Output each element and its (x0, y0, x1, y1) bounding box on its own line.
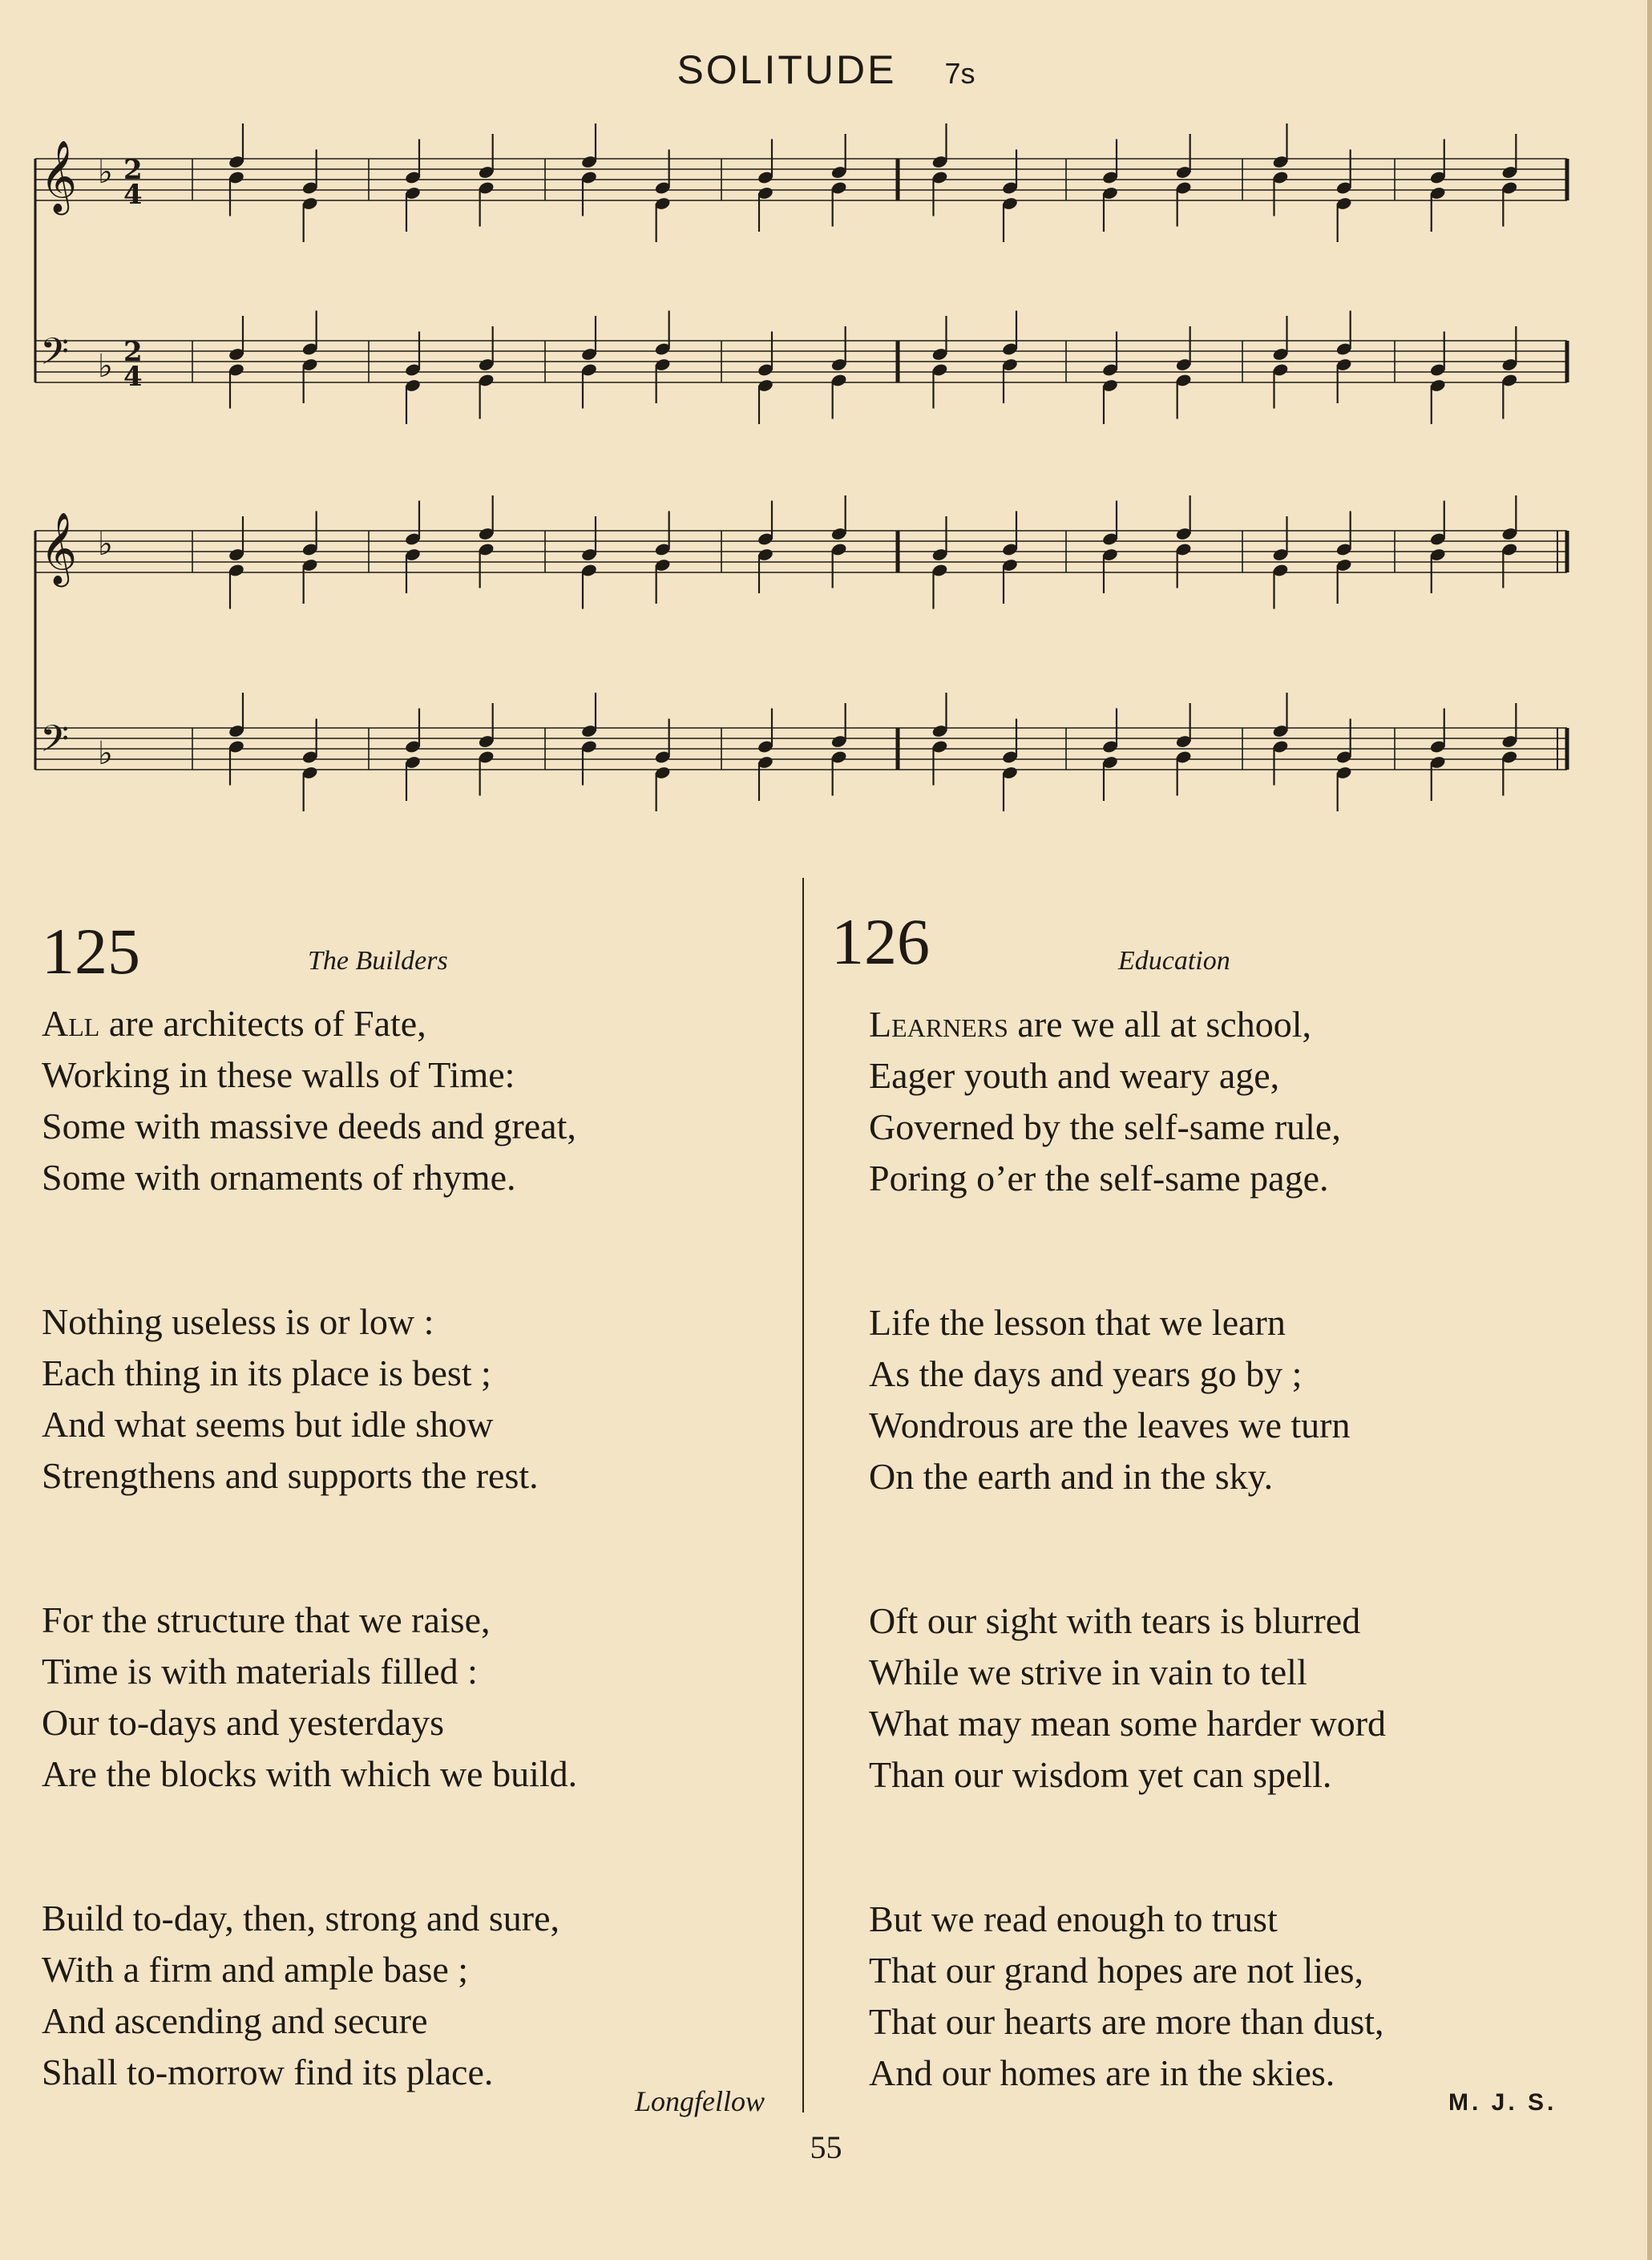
verse-line: Poring o’er the self-same page. (869, 1158, 1329, 1199)
stanza (42, 1595, 577, 1800)
hymn-number: 125 (42, 915, 140, 988)
time-signature-bottom: 4 (123, 179, 143, 211)
hymn-stanzas (869, 999, 1386, 2192)
flat-icon: ♭ (98, 735, 113, 772)
verse-line: Life the lesson that we learn (869, 1302, 1286, 1343)
verse-line: As the days and years go by ; (869, 1353, 1303, 1394)
verse-line: And ascending and secure (42, 2000, 428, 2041)
verse-line: And our homes are in the skies. (869, 2052, 1335, 2093)
verse-line: Strengthens and supports the rest. (42, 1455, 539, 1496)
flat-icon: ♭ (98, 526, 113, 563)
verse-line: That our grand hopes are not lies, (869, 1950, 1363, 1991)
hymn-126 (831, 904, 1585, 2115)
verse-line: That our hearts are more than dust, (869, 2001, 1384, 2042)
verse-line: And what seems but idle show (42, 1404, 494, 1445)
stanza (42, 998, 577, 1203)
stanza (869, 999, 1386, 1204)
verse-line: Learners are we all at school, (869, 1004, 1311, 1045)
music-score (32, 120, 1579, 882)
verse-line: But we read enough to trust (869, 1898, 1278, 1939)
stanza (869, 1595, 1386, 1801)
verse-line: Some with ornaments of rhyme. (42, 1157, 516, 1198)
time-signature-top: 2 (123, 154, 143, 186)
treble-clef-icon: 𝄞 (40, 140, 78, 212)
verse-line: Governed by the self-same rule, (869, 1106, 1341, 1147)
verse-line: Time is with materials filled : (42, 1651, 478, 1692)
verse-line: Than our wisdom yet can spell. (869, 1754, 1332, 1795)
verse-line: All are architects of Fate, (42, 1003, 426, 1044)
time-signature-top: 2 (123, 336, 143, 368)
verse-line: Each thing in its place is best ; (42, 1352, 491, 1393)
verse-line: Shall to-morrow find its place. (42, 2052, 494, 2092)
verse-line: With a firm and ample base ; (42, 1949, 469, 1990)
hymn-title: The Builders (308, 946, 448, 976)
stanza (869, 1894, 1386, 2099)
time-signature-bottom: 4 (123, 361, 143, 393)
bass-clef-icon: 𝄢 (40, 330, 70, 382)
hymn-author: Longfellow (635, 2085, 765, 2117)
verse-line: Working in these walls of Time: (42, 1054, 515, 1095)
hymn-125 (42, 914, 795, 2125)
verse-line: For the structure that we raise, (42, 1599, 491, 1640)
hymn-number: 126 (831, 905, 930, 978)
first-word: Learners (869, 1004, 1008, 1045)
column-divider (802, 878, 804, 2112)
stanza (869, 1297, 1386, 1502)
verse-line: Some with massive deeds and great, (42, 1106, 576, 1146)
treble-clef-icon: 𝄞 (40, 512, 78, 584)
hymn-author-initials: M. J. S. (1448, 2089, 1557, 2116)
page-edge-shadow (1647, 0, 1652, 2260)
stanza (42, 1296, 577, 1502)
verse-line: What may mean some harder word (869, 1703, 1387, 1744)
flat-icon: ♭ (98, 348, 113, 385)
tune-title: SOLITUDE (677, 47, 897, 92)
verse-line: Build to-day, then, strong and sure, (42, 1898, 560, 1939)
hymn-title: Education (1118, 946, 1230, 976)
flat-icon: ♭ (98, 154, 113, 191)
bass-clef-icon: 𝄢 (40, 718, 70, 770)
verse-line: On the earth and in the sky. (869, 1456, 1274, 1497)
verse-line: Wondrous are the leaves we turn (869, 1405, 1351, 1445)
verse-line: Our to-days and yesterdays (42, 1702, 445, 1743)
page-number: 55 (810, 2129, 842, 2165)
verse-line: Are the blocks with which we build. (42, 1753, 578, 1794)
tune-meter: 7s (944, 57, 975, 90)
hymn-stanzas (42, 998, 577, 2191)
verse-line: Oft our sight with tears is blurred (869, 1600, 1361, 1641)
stanza (42, 1893, 577, 2098)
verse-line: While we strive in vain to tell (869, 1652, 1307, 1692)
verse-line: Eager youth and weary age, (869, 1055, 1280, 1096)
first-word: All (42, 1003, 100, 1044)
verse-line: Nothing useless is or low : (42, 1301, 434, 1342)
tune-header (0, 46, 1652, 93)
